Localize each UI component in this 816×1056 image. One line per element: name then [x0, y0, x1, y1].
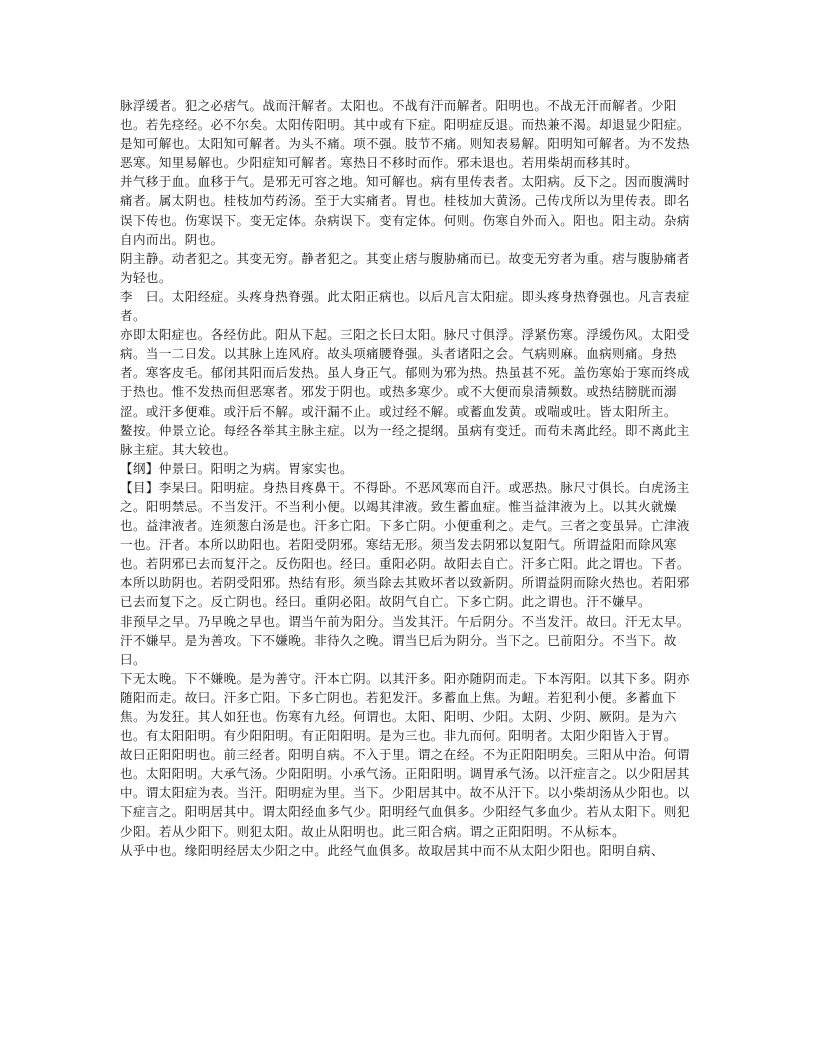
- paragraph-4: 阴主静。动者犯之。其变无穷。静者犯之。其变止痞与腹胁痛而已。故变无穷者为重。痞与腹胁痛者为轻也。: [120, 250, 690, 285]
- paragraph-9: 【目】李杲曰。阳明症。身热目疼鼻干。不得卧。不恶风寒而自汗。或恶热。脉尺寸俱长。白虎汤主之。阳明禁忌。不当发汗。不当利小便。以竭其津液。致生蓄血症。惟当益津液为上。以其火就燥也。益津液者。连须葱白汤是也。汗多亡阳。下多亡阴。小便重利之。走气。三者之变虽异。亡津液一也。汗者。本所以助阳也。若阳受阴邪。寒结无形。须当发去阴邪以复阳气。所谓益阳而除风寒也。若阴邪已去而复汗之。反伤阳也。经曰。重阳必阴。故阳去自亡。汗多亡阳。此之谓也。下者。本所以助阴也。若阴受阳邪。热结有形。须当除去其败坏者以致新阴。所谓益阴而除火热也。若阳邪已去而复下之。反亡阴也。经曰。重阴必阳。故阴气自亡。下多亡阴。此之谓也。汗不嫌早。: [120, 479, 690, 610]
- paragraph-5: 李 曰。太阳经症。头疼身热脊强。此太阳正病也。以后凡言太阳症。即头疼身热脊强也。凡言表症者。: [120, 288, 690, 324]
- paragraph-10: 非预早之早。乃早晚之早也。谓当午前为阳分。当发其汗。午后阴分。不当发汗。故曰。汗无太早。: [120, 613, 690, 629]
- paragraph-7: 鳌按。仲景立论。每经各举其主脉主症。以为一经之提纲。虽病有变迁。而苟未离此经。即不离此主脉主症。其大较也。: [120, 422, 690, 457]
- paragraph-3: 并气移于血。血移于气。是邪无可容之地。知可解也。病有里传表者。太阳病。反下之。因而腹满时痛者。属太阴也。桂枝加芍药汤。至于大实痛者。胃也。桂枝加大黄汤。己传戊所以为里传表。即名误下传也。伤寒误下。变无定体。杂病误下。变有定体。何则。伤寒自外而入。阳也。阳主动。杂病自内而出。阴也。: [120, 174, 690, 247]
- paragraph-2: 是知可解也。太阳知可解者。为头不痛。项不强。肢节不痛。则知表易解。阳明知可解者。为不发热恶寒。知里易解也。少阳症知可解者。寒热日不移时而作。邪未退也。若用柴胡而移其时。: [120, 136, 690, 171]
- paragraph-12: 下无太晚。下不嫌晚。是为善守。汗本亡阴。以其汗多。阳亦随阴而走。下本泻阳。以其下多。阴亦随阳而走。故曰。汗多亡阳。下多亡阴也。若犯发汗。多蓄血上焦。为衄。若犯利小便。多蓄血下焦。为发狂。其人如狂也。伤寒有九经。何谓也。太阳、阳明、少阳。太阴、少阴、厥阴。是为六也。有太阳阳明。有少阳阳明。有正阳阳明。是为三也。非九而何。阳明者。太阳少阳皆入于胃。: [120, 670, 690, 744]
- paragraph-11: 汗不嫌早。是为善攻。下不嫌晚。非待久之晚。谓当巳后为阴分。当下之。巳前阳分。不当下。故曰。: [120, 632, 677, 667]
- paragraph-14: 从乎中也。缘阳明经居太少阳之中。此经气血俱多。故取居其中而不从太阳少阳也。阳明自病、: [120, 842, 664, 858]
- paragraph-13: 故曰正阳阳明也。前三经者。阳明自病。不入于里。谓之在经。不为正阳阳明矣。三阳从中治。何谓也。太阳阳明。大承气汤。少阳阳明。小承气汤。正阳阳明。调胃承气汤。以汗症言之。以少阳居其中。谓太阳症为表。当汗。阳明症为里。当下。少阳居其中。故不从汗下。以小柴胡汤从少阳也。以下症言之。阳明居其中。谓太阳经血多气少。阳明经气血俱多。少阳经气多血少。若从太阳下。则犯少阳。若从少阳下。则犯太阳。故止从阳明也。此三阳合病。谓之正阳阳明。不从标本。: [120, 747, 690, 839]
- paragraph-6: 亦即太阳症也。各经仿此。阳从下起。三阳之长曰太阳。脉尺寸俱浮。浮紧伤寒。浮缓伤风。太阳受病。当一二日发。以其脉上连风府。故头项痛腰脊强。头者诸阳之会。气病则麻。血病则痛。身热者。寒客皮毛。郁闭其阳而后发热。虽人身正气。郁则为邪为热。热虽甚不死。盖伤寒始于寒而终成于热也。惟不发热而但恶寒者。邪发于阴也。或热多寒少。或不大便而泉清频数。或热结膀胱而溺涩。或汗多便难。或汗后不解。或汗漏不止。或过经不解。或蓄血发黄。或喘或吐。皆太阳所主。: [120, 327, 690, 419]
- paragraph-8: 【纲】仲景曰。阳明之为病。胃家实也。: [120, 460, 354, 476]
- document-body: [120, 96, 698, 860]
- paragraph-1: 脉浮缓者。犯之必痞气。战而汗解者。太阳也。不战有汗而解者。阳明也。不战无汗而解者。少阳也。若先痉经。必不尔矣。太阳传阳明。其中或有下症。阳明症反退。而热兼不渴。却退显少阳症。: [120, 98, 690, 133]
